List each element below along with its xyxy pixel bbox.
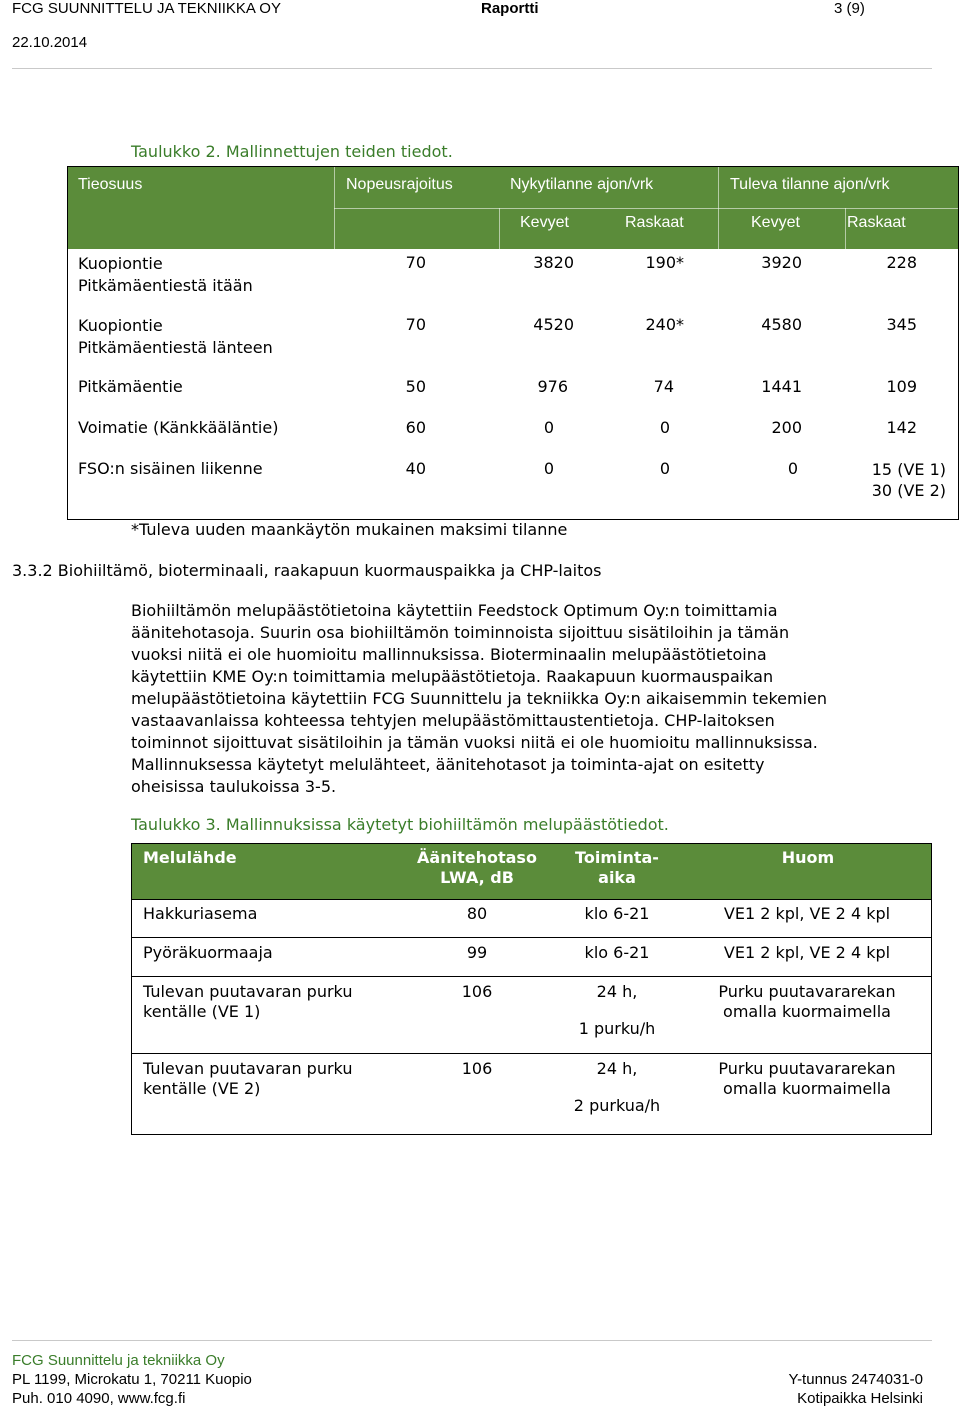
operating-time bbox=[557, 982, 677, 1039]
paragraph-line: käytettiin KME Oy:n toimittamia melupäästötietoja. Raakapuun kuormauspaikan bbox=[131, 667, 774, 686]
operating-time-line1: 24 h, bbox=[596, 1059, 638, 1078]
footer-domicile: Kotipaikka Helsinki bbox=[797, 1390, 923, 1407]
roads-table-header bbox=[68, 167, 958, 249]
table3-caption: Taulukko 3. Mallinnuksissa käytetyt biohiiltämön melupäästötiedot. bbox=[131, 815, 669, 834]
future-light-value: 0 bbox=[787, 459, 798, 478]
road-name: Kuopiontie bbox=[78, 316, 163, 335]
current-heavy-value: 0 bbox=[659, 418, 670, 437]
paragraph-line: Biohiiltämön melupäästötietoina käytettiin Feedstock Optimum Oy:n toimittamia bbox=[131, 601, 778, 620]
section-paragraph bbox=[131, 600, 931, 798]
speed-value: 70 bbox=[405, 253, 426, 272]
current-heavy-value: 0 bbox=[659, 459, 670, 478]
sub-future-light: Kevyet bbox=[751, 214, 800, 231]
road-name: Kuopiontie bbox=[78, 254, 163, 273]
note: VE1 2 kpl, VE 2 4 kpl bbox=[723, 943, 891, 962]
noise-source-line2: kentälle (VE 1) bbox=[143, 1002, 261, 1021]
future-light-value: 3920 bbox=[761, 253, 802, 272]
header-divider bbox=[12, 68, 932, 69]
future-heavy-value: 228 bbox=[886, 253, 917, 272]
footer-business-id: Y-tunnus 2474031-0 bbox=[788, 1371, 923, 1388]
future-heavy-ve1: 15 (VE 1) bbox=[871, 460, 946, 479]
table2-footnote: *Tuleva uuden maankäytön mukainen maksimi tilanne bbox=[131, 520, 568, 539]
current-light-value: 0 bbox=[543, 459, 554, 478]
report-date: 22.10.2014 bbox=[12, 34, 88, 51]
col-level-line2: LWA, dB bbox=[440, 868, 514, 887]
note-line1: Purku puutavararekan bbox=[718, 1059, 896, 1078]
future-heavy-ve2: 30 (VE 2) bbox=[871, 481, 946, 500]
col-road: Tieosuus bbox=[78, 176, 143, 193]
col-time-line1: Toiminta- bbox=[575, 848, 659, 867]
paragraph-line: Mallinnuksessa käytetyt melulähteet, äänitehotasot ja toiminta-ajat on esitetty bbox=[131, 755, 765, 774]
sound-level: 106 bbox=[461, 1059, 493, 1078]
operating-time bbox=[557, 1059, 677, 1116]
operating-time-line1: 24 h, bbox=[596, 982, 638, 1001]
sub-current-heavy: Raskaat bbox=[625, 214, 684, 231]
paragraph-line: vuoksi niitä ei ole huomioitu mallinnuksissa. Bioterminaalin melupäästötietoina bbox=[131, 645, 767, 664]
col-speed: Nopeusrajoitus bbox=[346, 176, 453, 193]
paragraph-line: melupäästötietoina käytettiin FCG Suunnittelu ja tekniikka Oy:n aikaisemmin tekemien bbox=[131, 689, 827, 708]
future-light-value: 1441 bbox=[761, 377, 802, 396]
current-heavy-value: 190* bbox=[645, 253, 684, 272]
sound-level: 80 bbox=[466, 904, 488, 923]
roads-table bbox=[67, 166, 959, 520]
note-line1: Purku puutavararekan bbox=[718, 982, 896, 1001]
paragraph-line: oheisissa taulukoissa 3-5. bbox=[131, 777, 337, 796]
col-time-line2: aika bbox=[598, 868, 636, 887]
paragraph-line: toiminnot sijoittuvat sisätiloihin ja tämän vuoksi niitä ei ole huomioitu mallinnuksissa. bbox=[131, 733, 818, 752]
table2-caption: Taulukko 2. Mallinnettujen teiden tiedot. bbox=[131, 142, 453, 161]
sound-level: 106 bbox=[461, 982, 493, 1001]
road-name: Pitkämäentie bbox=[78, 377, 183, 396]
future-heavy-value: 109 bbox=[886, 377, 917, 396]
sub-future-heavy: Raskaat bbox=[847, 214, 906, 231]
road-name-detail: Pitkämäentiestä itään bbox=[78, 276, 253, 295]
noise-sources-table bbox=[131, 843, 932, 1135]
noise-source bbox=[143, 1059, 352, 1099]
col-time bbox=[557, 848, 677, 888]
col-note: Huom bbox=[781, 848, 835, 867]
note bbox=[692, 1059, 922, 1099]
footer-right bbox=[700, 1370, 923, 1408]
document-type: Raportti bbox=[481, 0, 539, 17]
company-name: FCG SUUNNITTELU JA TEKNIIKKA OY bbox=[12, 0, 281, 17]
page-number: 3 (9) bbox=[834, 0, 865, 17]
current-light-value: 3820 bbox=[533, 253, 574, 272]
noise-source: Pyöräkuormaaja bbox=[143, 943, 273, 962]
note-line2: omalla kuormaimella bbox=[723, 1002, 891, 1021]
operating-time: klo 6-21 bbox=[584, 943, 650, 962]
note-line2: omalla kuormaimella bbox=[723, 1079, 891, 1098]
footer-left bbox=[12, 1351, 252, 1408]
speed-value: 40 bbox=[405, 459, 426, 478]
col-level-line1: Äänitehotaso bbox=[417, 848, 537, 867]
future-light-value: 4580 bbox=[761, 315, 802, 334]
operating-time-line2: 2 purkua/h bbox=[573, 1096, 661, 1115]
footer-contact: Puh. 010 4090, www.fcg.fi bbox=[12, 1390, 186, 1407]
noise-source: Hakkuriasema bbox=[143, 904, 258, 923]
section-heading: 3.3.2 Biohiiltämö, bioterminaali, raakapuun kuormauspaikka ja CHP-laitos bbox=[12, 561, 602, 580]
footer-company: FCG Suunnittelu ja tekniikka Oy bbox=[12, 1352, 225, 1369]
future-heavy-value: 142 bbox=[886, 418, 917, 437]
current-light-value: 4520 bbox=[533, 315, 574, 334]
table-row bbox=[78, 315, 273, 359]
col-level bbox=[407, 848, 547, 888]
paragraph-line: äänitehotasoja. Suurin osa biohiiltämön toiminnoista sijoittuu sisätiloihin ja tämän bbox=[131, 623, 790, 642]
speed-value: 60 bbox=[405, 418, 426, 437]
col-current: Nykytilanne ajon/vrk bbox=[510, 176, 654, 193]
speed-value: 70 bbox=[405, 315, 426, 334]
current-heavy-value: 240* bbox=[645, 315, 684, 334]
road-name-detail: Pitkämäentiestä länteen bbox=[78, 338, 273, 357]
col-future: Tuleva tilanne ajon/vrk bbox=[730, 176, 890, 193]
operating-time: klo 6-21 bbox=[584, 904, 650, 923]
future-light-value: 200 bbox=[771, 418, 802, 437]
noise-source-line2: kentälle (VE 2) bbox=[143, 1079, 261, 1098]
speed-value: 50 bbox=[405, 377, 426, 396]
road-name: FSO:n sisäinen liikenne bbox=[78, 459, 263, 478]
road-name: Voimatie (Känkkääläntie) bbox=[78, 418, 279, 437]
table-row bbox=[78, 253, 253, 297]
footer-address: PL 1199, Microkatu 1, 70211 Kuopio bbox=[12, 1371, 252, 1388]
note bbox=[692, 982, 922, 1022]
noise-source bbox=[143, 982, 352, 1022]
col-source: Melulähde bbox=[143, 848, 237, 867]
current-light-value: 976 bbox=[537, 377, 568, 396]
sound-level: 99 bbox=[466, 943, 488, 962]
noise-table-header bbox=[132, 844, 931, 899]
operating-time-line2: 1 purku/h bbox=[578, 1019, 656, 1038]
paragraph-line: vastaavanlaissa kohteessa tehtyjen melupäästömittaustentietoja. CHP-laitoksen bbox=[131, 711, 775, 730]
footer-divider bbox=[12, 1340, 932, 1341]
noise-source-line1: Tulevan puutavaran purku bbox=[143, 1059, 353, 1078]
future-heavy-value: 345 bbox=[886, 315, 917, 334]
note: VE1 2 kpl, VE 2 4 kpl bbox=[723, 904, 891, 923]
current-heavy-value: 74 bbox=[653, 377, 674, 396]
future-heavy-value bbox=[828, 459, 946, 501]
noise-source-line1: Tulevan puutavaran purku bbox=[143, 982, 353, 1001]
sub-current-light: Kevyet bbox=[520, 214, 569, 231]
current-light-value: 0 bbox=[543, 418, 554, 437]
